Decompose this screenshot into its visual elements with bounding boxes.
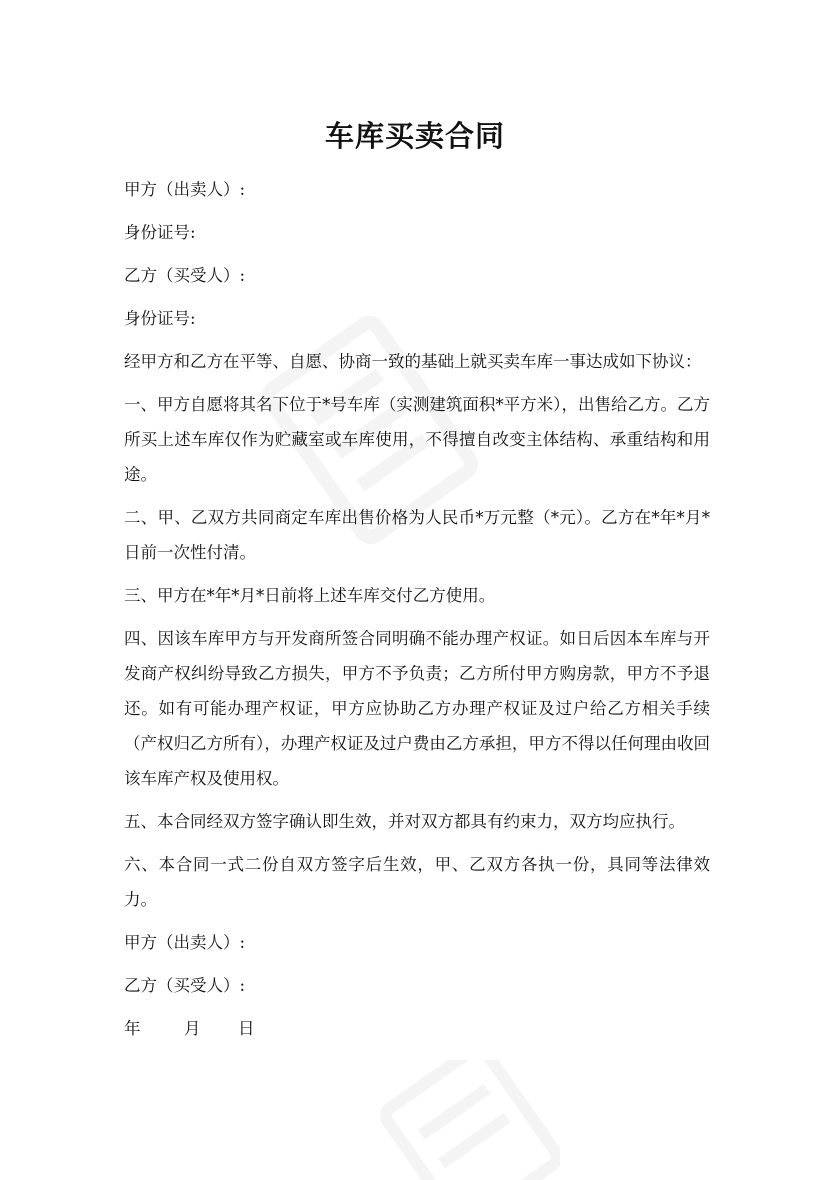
date-year-label: 年: [124, 1019, 141, 1038]
preamble-paragraph: 经甲方和乙方在平等、自愿、协商一致的基础上就买卖车库一事达成如下协议：: [124, 352, 702, 371]
watermark-logo-bottom: [360, 1060, 560, 1180]
document-title: 车库买卖合同: [324, 119, 505, 153]
clause-1: 一、甲方自愿将其名下位于*号车库（实测建筑面积*平方米），出售给乙方。乙方所买上述车库仅作为贮藏室或车库使用，不得擅自改变主体结构、承重结构和用途。: [124, 395, 710, 484]
clause-3: 三、甲方在*年*月*日前将上述车库交付乙方使用。: [124, 586, 496, 605]
signature-party-a: 甲方（出卖人）:: [124, 933, 246, 952]
party-b-id-label: 身份证号:: [124, 309, 196, 328]
signature-date: [124, 1011, 710, 1046]
date-day-label: 日: [238, 1019, 255, 1038]
party-b-label: 乙方（买受人）:: [124, 266, 246, 285]
clause-5: 五、本合同经双方签字确认即生效，并对双方都具有约束力，双方均应执行。: [124, 812, 685, 831]
party-a-label: 甲方（出卖人）:: [124, 180, 246, 199]
party-a-id-label: 身份证号:: [124, 223, 196, 242]
clause-4: 四、因该车库甲方与开发商所签合同明确不能办理产权证。如日后因本车库与开发商产权纠纷导致乙方损失，甲方不予负责；乙方所付甲方购房款，甲方不予退还。如有可能办理产权证，甲方应协助乙方办理产权证及过户给乙方相关手续（产权归乙方所有），办理产权证及过户费由乙方承担，甲方不得以任何理由收回该车库产权及使用权。: [124, 629, 710, 788]
document-body: [124, 172, 710, 1046]
clause-2: 二、甲、乙双方共同商定车库出售价格为人民币*万元整（*元）。乙方在*年*月*日前一次性付清。: [124, 508, 711, 562]
date-month-label: 月: [184, 1019, 201, 1038]
signature-party-b: 乙方（买受人）:: [124, 976, 246, 995]
clause-6: 六、本合同一式二份自双方签字后生效，甲、乙双方各执一份，具同等法律效力。: [124, 855, 710, 909]
